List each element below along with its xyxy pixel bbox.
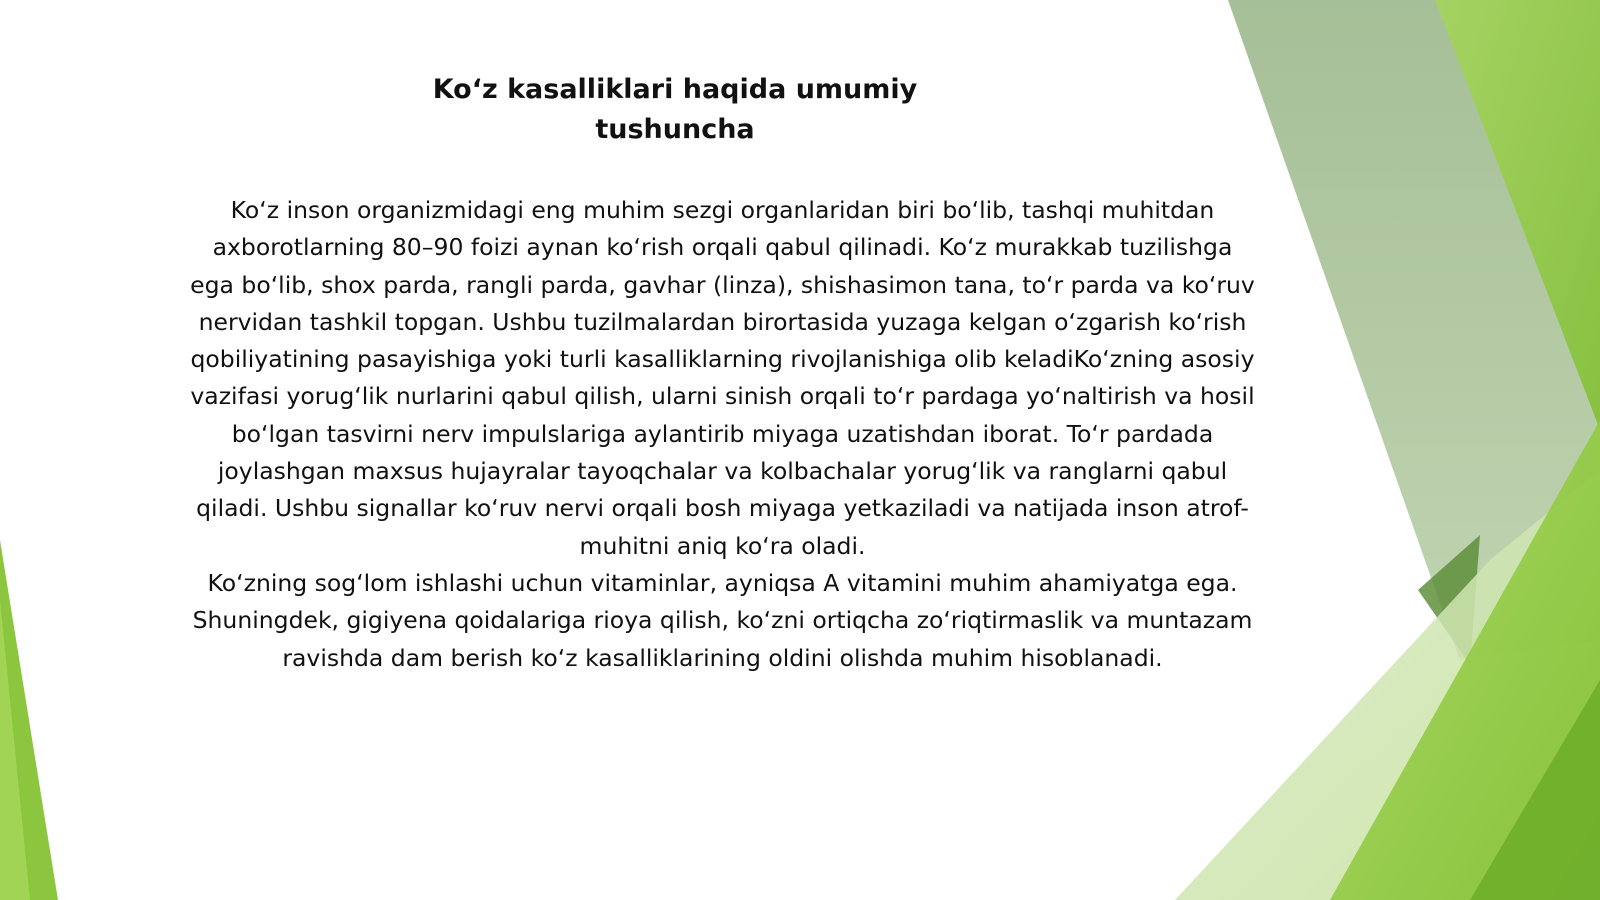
slide-title-line2: tushuncha <box>595 114 755 145</box>
slide-body <box>190 192 1255 677</box>
slide-title-line1: Ko‘z kasalliklari haqida umumiy <box>432 74 918 105</box>
body-paragraph-2: Ko‘zning sog‘lom ishlashi uchun vitaminlar, ayniqsa A vitamini muhim ahamiyatga ega. Shuningdek, gigiyena qoidalariga rioya qilish, ko‘zni ortiqcha zo‘riqtirmaslik va muntazam ravishda dam berish ko‘z kasalliklarining oldini olishda muhim hisoblanadi. <box>192 568 1253 672</box>
slide-title <box>400 70 950 150</box>
body-paragraph-1: Ko‘z inson organizmidagi eng muhim sezgi organlaridan biri bo‘lib, tashqi muhitdan axborotlarning 80–90 foizi aynan ko‘rish orqali qabul qilinadi. Ko‘z murakkab tuzilishga ega bo‘lib, shox parda, rangli parda, gavhar (linza), shishasimon tana, to‘r parda va ko‘ruv nervidan tashkil topgan. Ushbu tuzilmalardan birortasida yuzaga kelgan o‘zgarish ko‘rish qobiliyatining pasayishiga yoki turli kasalliklarning rivojlanishiga olib keladiKo‘zning asosiy vazifasi yorug‘lik nurlarini qabul qilish, ularni sinish orqali to‘r pardaga yo‘naltirish va hosil bo‘lgan tasvirni nerv impulslariga aylantirib miyaga uzatishdan iborat. To‘r pardada joylashgan maxsus hujayralar tayoqchalar va kolbachalar yorug‘lik va ranglarni qabul qiladi. Ushbu signallar ko‘ruv nervi orqali bosh miyaga yetkaziladi va natijada inson atrof-muhitni aniq ko‘ra oladi. <box>190 196 1255 560</box>
